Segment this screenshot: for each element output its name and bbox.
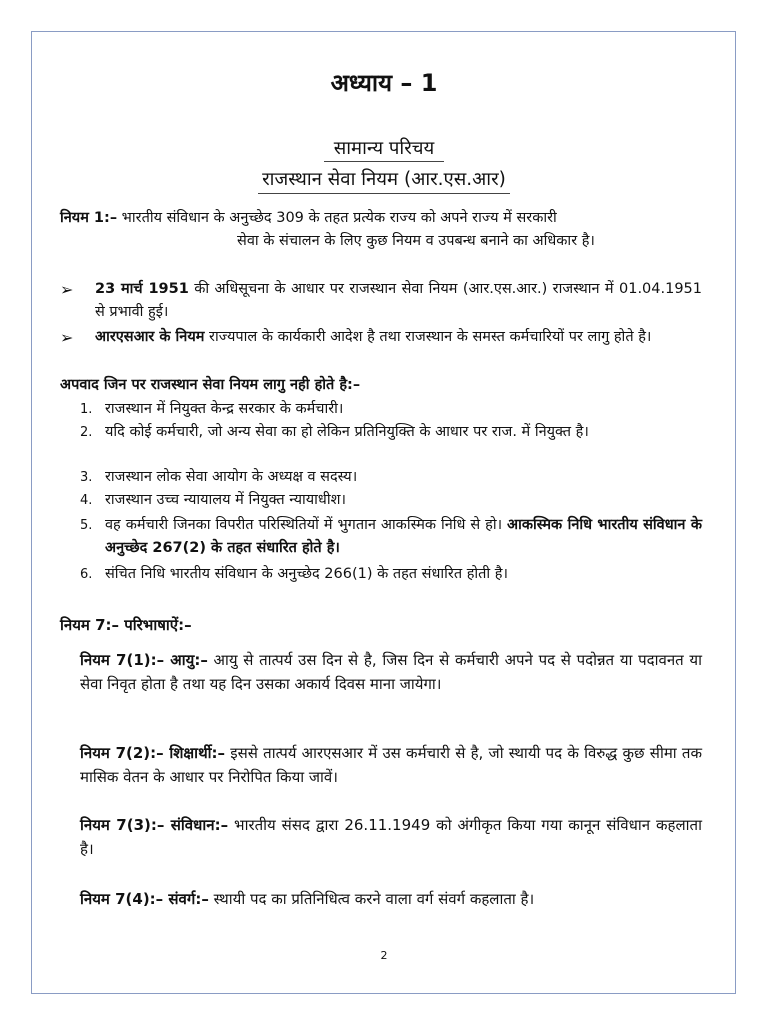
exception-item: [80, 398, 702, 421]
bullet-item: [60, 326, 702, 349]
item-bold: आकस्मिक निधि भारतीय संविधान के अनुच्छेद 267(2) के तहत संधारित होते है।: [105, 517, 702, 556]
definition-paragraph: [80, 887, 702, 911]
exception-item: [80, 421, 702, 444]
bullet-bold: 23 मार्च 1951: [95, 281, 189, 297]
definition-paragraph: [80, 813, 702, 861]
item-text: वह कर्मचारी जिनका विपरीत परिस्थितियों में भुगतान आकस्मिक निधि से हो।: [105, 517, 508, 533]
rule-1-label: नियम 1:–: [60, 210, 118, 226]
item-number: 1.: [80, 402, 93, 417]
bullet-text: राज्यपाल के कार्यकारी आदेश है तथा राजस्थान के समस्त कर्मचारियों पर लागु होते है।: [204, 329, 652, 345]
page-number: 2: [380, 949, 388, 962]
definition-label: नियम 7(3):– संविधान:–: [80, 816, 229, 834]
item-number: 6.: [80, 567, 93, 582]
section-heading: नियम 7:– परिभाषाऐं:–: [60, 616, 192, 634]
exceptions-heading: अपवाद जिन पर राजस्थान सेवा नियम लागु नही होते है:–: [60, 377, 361, 393]
definition-text: भारतीय संसद द्वारा 26.11.1949 को अंगीकृत किया गया कानून संविधान कहलाता है।: [80, 816, 702, 858]
definition-text: इससे तात्पर्य आरएसआर में उस कर्मचारी से है, जो स्थायी पद के विरुद्ध कुछ सीमा तक मासिक वेतन के आधार पर निरोपित किया जावें।: [80, 744, 702, 786]
bullet-text: की अधिसूचना के आधार पर राजस्थान सेवा नियम (आर.एस.आर.) राजस्थान में 01.04.1951 से प्रभावी हुई।: [95, 281, 703, 320]
item-number: 3.: [80, 470, 93, 485]
item-text: राजस्थान में नियुक्त केन्द्र सरकार के कर्मचारी।: [105, 401, 344, 417]
subtitle-intro: सामान्य परिचय: [0, 135, 768, 160]
exception-item: [80, 489, 702, 512]
definition-text: स्थायी पद का प्रतिनिधित्व करने वाला वर्ग संवर्ग कहलाता है।: [208, 890, 535, 908]
definition-text: आयु से तात्पर्य उस दिन से है, जिस दिन से कर्मचारी अपने पद से पदोन्नत या पदावनत या सेवा निवृत होता है तथा यह दिन उसका अकार्य दिवस माना जायेगा।: [80, 651, 702, 693]
item-text: राजस्थान लोक सेवा आयोग के अध्यक्ष व सदस्य।: [105, 469, 358, 485]
definition-label: नियम 7(1):– आयु:–: [80, 651, 208, 669]
definition-label: नियम 7(4):– संवर्ग:–: [80, 890, 209, 908]
item-number: 4.: [80, 493, 93, 508]
item-number: 2.: [80, 425, 93, 440]
subtitle-rsr: राजस्थान सेवा नियम (आर.एस.आर): [0, 166, 768, 191]
rule-1-text: भारतीय संविधान के अनुच्छेद 309 के तहत प्रत्येक राज्य को अपने राज्य में सरकारी: [117, 210, 557, 226]
rule-1-paragraph: [60, 207, 702, 253]
arrow-bullet-icon: ➢: [60, 280, 74, 299]
bullet-bold: आरएसआर के नियम: [95, 329, 205, 345]
item-text: यदि कोई कर्मचारी, जो अन्य सेवा का हो लेकिन प्रतिनियुक्ति के आधार पर राज. में नियुक्त है।: [105, 424, 589, 440]
bullet-item: [60, 278, 702, 324]
item-number: 5.: [80, 518, 93, 533]
arrow-bullet-icon: ➢: [60, 328, 74, 347]
rule-1-text-cont: सेवा के संचालन के लिए कुछ नियम व उपबन्ध बनाने का अधिकार है।: [237, 233, 595, 249]
chapter-title: अध्याय – 1: [330, 69, 438, 97]
exception-item: [80, 563, 702, 586]
definition-paragraph: [80, 741, 702, 789]
exception-item: [80, 466, 702, 489]
definition-paragraph: [80, 648, 702, 696]
item-text: संचित निधि भारतीय संविधान के अनुच्छेद 266(1) के तहत संधारित होती है।: [105, 566, 508, 582]
definition-label: नियम 7(2):– शिक्षार्थी:–: [80, 744, 226, 762]
item-text: राजस्थान उच्च न्यायालय में नियुक्त न्यायाधीश।: [105, 492, 346, 508]
exception-item: [80, 514, 702, 560]
